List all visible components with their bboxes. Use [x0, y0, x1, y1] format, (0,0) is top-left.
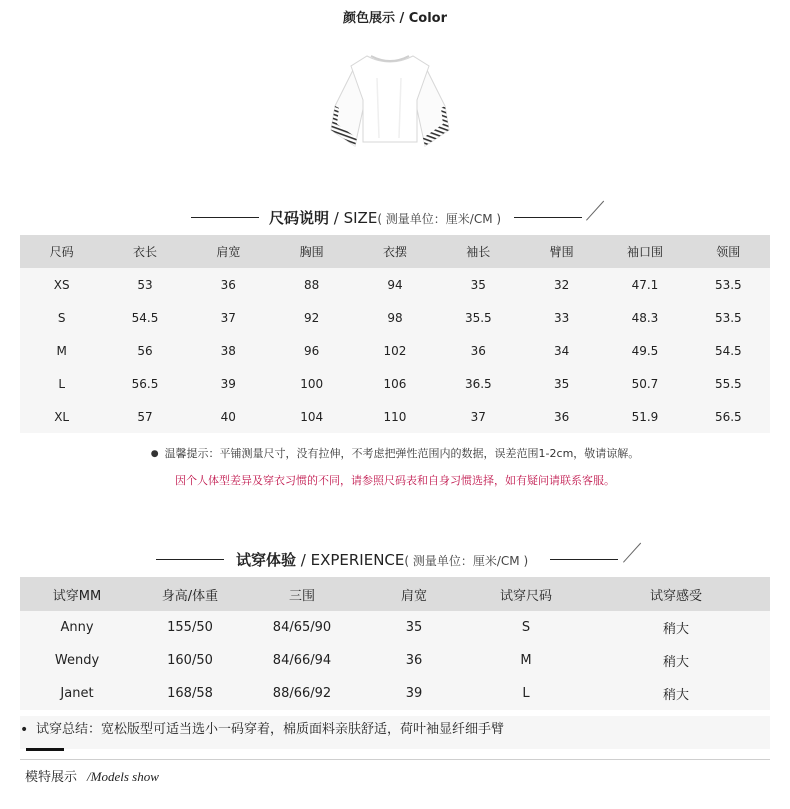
table-cell: 56.5	[131, 376, 159, 391]
size-note-text: 温馨提示：平铺测量尺寸，没有拉伸，不考虑把弹性范围内的数据，误差范围1-2cm，敬请谅解。	[164, 447, 640, 460]
table-cell: 稍大	[662, 688, 689, 703]
table-cell: 50.7	[631, 376, 659, 391]
table-cell: 57	[137, 409, 153, 424]
table-row	[20, 334, 770, 367]
size-heading-unit: ( 测量单位：厘米/CM )	[377, 212, 502, 226]
experience-table-header	[20, 577, 770, 611]
experience-col-header: 肩宽	[358, 577, 470, 611]
experience-heading-cn: 试穿体验	[236, 551, 297, 569]
table-row	[20, 400, 770, 433]
table-cell: L	[522, 686, 530, 701]
table-cell: 稍大	[662, 655, 689, 670]
table-cell: 168/58	[167, 686, 213, 701]
experience-table	[20, 577, 770, 710]
size-warning: 因个人体型差异及穿衣习惯的不同，请参照尺码表和自身习惯选择，如有疑问请联系客服。	[175, 474, 615, 487]
experience-heading-unit: ( 测量单位：厘米/CM )	[404, 554, 529, 568]
table-cell: XL	[54, 409, 70, 424]
table-cell: 53.5	[714, 310, 742, 325]
table-cell: 稍大	[662, 622, 689, 637]
table-cell: 102	[383, 343, 407, 358]
bullet-icon: ●	[150, 449, 159, 459]
table-cell: 36	[405, 653, 423, 668]
table-cell: 84/65/90	[272, 620, 332, 635]
table-cell: 33	[553, 310, 570, 325]
experience-section-heading	[0, 544, 790, 574]
table-cell: 160/50	[167, 653, 213, 668]
models-title-cn: 模特展示	[25, 770, 78, 785]
table-cell: M	[56, 343, 67, 358]
table-cell: 40	[220, 409, 236, 424]
table-cell: 53.5	[714, 277, 742, 292]
size-col-header: 肩宽	[187, 235, 270, 268]
table-row	[20, 301, 770, 334]
table-row	[20, 677, 770, 710]
experience-col-header: 试穿感受	[582, 577, 770, 611]
table-cell: 53	[137, 277, 153, 292]
models-title-en: /Models show	[87, 769, 159, 784]
table-cell: Anny	[60, 620, 94, 635]
table-cell: 94	[387, 277, 403, 292]
size-col-header: 胸围	[270, 235, 353, 268]
size-col-header: 衣摆	[353, 235, 436, 268]
size-col-header: 衣长	[103, 235, 186, 268]
table-cell: 110	[383, 409, 407, 424]
experience-col-header: 身高/体重	[134, 577, 246, 611]
size-heading-cn: 尺码说明	[269, 209, 330, 227]
table-cell: 155/50	[167, 620, 213, 635]
table-cell: XS	[53, 277, 70, 292]
experience-col-header: 试穿尺码	[470, 577, 582, 611]
bullet-icon: •	[20, 722, 29, 738]
experience-col-header: 三围	[246, 577, 358, 611]
table-cell: 49.5	[631, 343, 659, 358]
table-cell: 54.5	[714, 343, 742, 358]
table-cell: 100	[300, 376, 324, 391]
table-cell: 36.5	[464, 376, 492, 391]
table-cell: 35	[553, 376, 570, 391]
table-cell: 92	[304, 310, 320, 325]
table-cell: M	[520, 653, 532, 668]
table-cell: 56	[137, 343, 153, 358]
size-heading-en: / SIZE	[329, 209, 378, 227]
table-cell: 104	[300, 409, 324, 424]
experience-heading-en: / EXPERIENCE	[296, 551, 405, 569]
size-col-header: 臂围	[520, 235, 603, 268]
table-cell: 32	[553, 277, 570, 292]
table-cell: 36	[470, 343, 486, 358]
table-cell: 56.5	[714, 409, 742, 424]
table-cell: 38	[220, 343, 236, 358]
table-cell: 34	[553, 343, 570, 358]
product-shirt-image	[325, 38, 455, 156]
color-section-title: 颜色展示 / Color	[342, 11, 448, 26]
table-cell: 37	[470, 409, 486, 424]
models-accent-bar	[26, 748, 64, 751]
table-row	[20, 268, 770, 301]
size-col-header: 袖长	[437, 235, 520, 268]
table-cell: 51.9	[631, 409, 659, 424]
table-cell: S	[521, 620, 531, 635]
table-cell: 35	[405, 620, 423, 635]
table-cell: 35.5	[464, 310, 492, 325]
models-divider	[20, 759, 770, 760]
experience-col-header: 试穿MM	[20, 577, 134, 611]
table-cell: 35	[470, 277, 486, 292]
table-cell: 48.3	[631, 310, 659, 325]
size-col-header: 袖口围	[603, 235, 686, 268]
size-table	[20, 235, 770, 433]
table-cell: 36	[553, 409, 570, 424]
table-cell: 84/66/94	[272, 653, 332, 668]
size-note	[0, 445, 790, 461]
size-table-header	[20, 235, 770, 268]
table-cell: 98	[387, 310, 403, 325]
table-cell: L	[58, 376, 65, 391]
size-col-header: 尺码	[20, 235, 103, 268]
experience-summary	[20, 716, 770, 749]
size-section-heading	[0, 202, 790, 232]
table-cell: 106	[383, 376, 407, 391]
table-cell: Janet	[60, 686, 94, 701]
models-section-title	[25, 766, 159, 785]
size-col-header: 领围	[687, 235, 770, 268]
table-cell: 88	[304, 277, 320, 292]
table-cell: 47.1	[631, 277, 659, 292]
table-cell: 88/66/92	[272, 686, 332, 701]
table-row	[20, 367, 770, 400]
table-cell: 54.5	[131, 310, 159, 325]
table-row	[20, 611, 770, 644]
table-cell: S	[57, 310, 66, 325]
table-cell: 36	[220, 277, 236, 292]
table-cell: 37	[220, 310, 236, 325]
table-cell: 96	[304, 343, 320, 358]
experience-summary-text: 试穿总结：宽松版型可适当选小一码穿着，棉质面料亲肤舒适，荷叶袖显纤细手臂	[36, 722, 505, 737]
table-cell: Wendy	[54, 653, 100, 668]
table-row	[20, 644, 770, 677]
table-cell: 39	[220, 376, 236, 391]
table-cell: 55.5	[714, 376, 742, 391]
table-cell: 39	[405, 686, 423, 701]
